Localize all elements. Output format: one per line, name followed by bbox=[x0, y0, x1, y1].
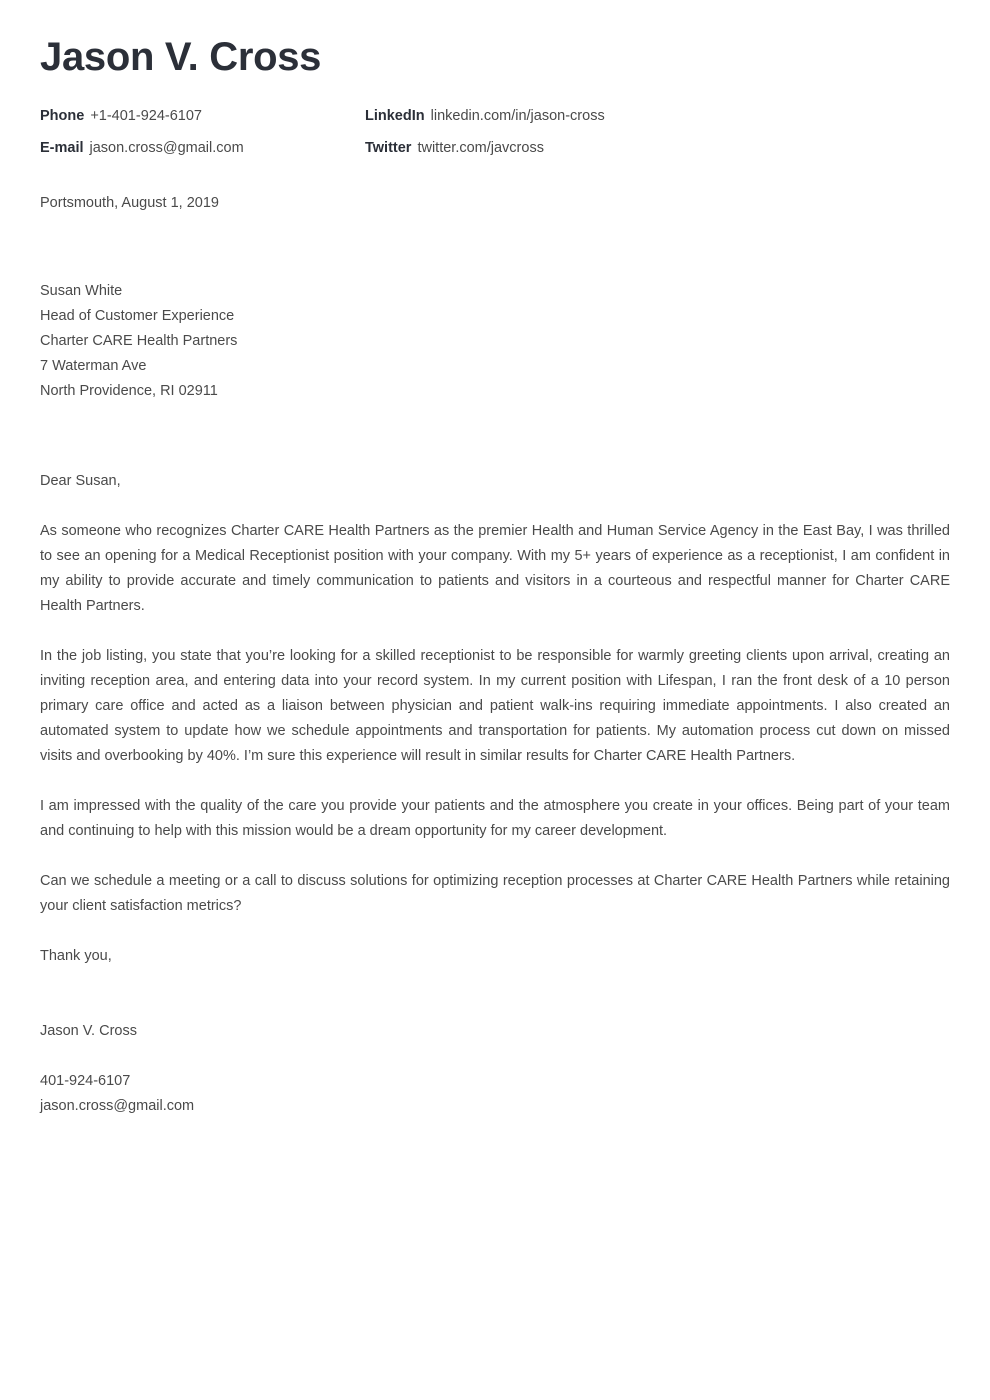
page-title: Jason V. Cross bbox=[40, 35, 322, 79]
contact-label-linkedin: LinkedIn bbox=[365, 108, 425, 124]
contact-value-phone: +1-401-924-6107 bbox=[90, 108, 202, 124]
recipient-address-block bbox=[40, 279, 950, 404]
contact-item-phone bbox=[40, 106, 365, 126]
recipient-city-state-zip: North Providence, RI 02911 bbox=[40, 383, 218, 399]
signature-name: Jason V. Cross bbox=[40, 1023, 137, 1039]
recipient-street: 7 Waterman Ave bbox=[40, 358, 147, 374]
contact-label-twitter: Twitter bbox=[365, 140, 412, 156]
signature-email[interactable]: jason.cross@gmail.com bbox=[40, 1098, 195, 1114]
contact-label-email: E-mail bbox=[40, 140, 84, 156]
contact-label-phone: Phone bbox=[40, 108, 85, 124]
contact-item-email bbox=[40, 138, 365, 158]
recipient-company: Charter CARE Health Partners bbox=[40, 333, 238, 349]
contact-value-twitter[interactable]: twitter.com/javcross bbox=[417, 140, 544, 156]
recipient-title: Head of Customer Experience bbox=[40, 308, 235, 324]
letter-date: Portsmouth, August 1, 2019 bbox=[40, 195, 219, 211]
signature-phone: 401-924-6107 bbox=[40, 1073, 131, 1089]
closing-phrase: Thank you, bbox=[40, 948, 112, 964]
contact-item-linkedin bbox=[365, 106, 950, 126]
body-paragraph-2: In the job listing, you state that you’re looking for a skilled receptionist to be responsible for warmly greeting clients upon arrival, creating an inviting reception area, and entering data into your record system. In my current position with Lifespan, I ran the front desk of a 10 person primary care office and acted as a liaison between physician and patient walk-ins requiring immediate appointments. I also created an automated system to update how we schedule appointments and transportation for patients. My automation process cut down on missed visits and overbooking by 40%. I’m sure this experience will result in similar results for Charter CARE Health Partners. bbox=[40, 648, 950, 764]
recipient-name: Susan White bbox=[40, 283, 123, 299]
contact-details bbox=[40, 106, 950, 158]
body-paragraph-3: I am impressed with the quality of the care you provide your patients and the atmosphere you create in your offices. Being part of your team and continuing to help with this mission would be a dream opportunity for my career development. bbox=[40, 798, 950, 839]
salutation: Dear Susan, bbox=[40, 473, 121, 489]
signature-contact-block bbox=[40, 1044, 950, 1119]
contact-value-linkedin[interactable]: linkedin.com/in/jason-cross bbox=[430, 108, 605, 124]
contact-item-twitter bbox=[365, 138, 950, 158]
contact-value-email[interactable]: jason.cross@gmail.com bbox=[89, 140, 244, 156]
body-paragraph-1: As someone who recognizes Charter CARE Health Partners as the premier Health and Human Service Agency in the East Bay, I was thrilled to see an opening for a Medical Receptionist position with your company. With my 5+ years of experience as a receptionist, I am confident in my ability to provide accurate and timely communication to patients and visitors in a courteous and respectful manner for Charter CARE Health Partners. bbox=[40, 523, 950, 614]
letter-header bbox=[40, 0, 950, 158]
body-paragraph-4: Can we schedule a meeting or a call to discuss solutions for optimizing reception processes at Charter CARE Health Partners while retaining your client satisfaction metrics? bbox=[40, 873, 950, 914]
letter-body bbox=[40, 469, 950, 1119]
